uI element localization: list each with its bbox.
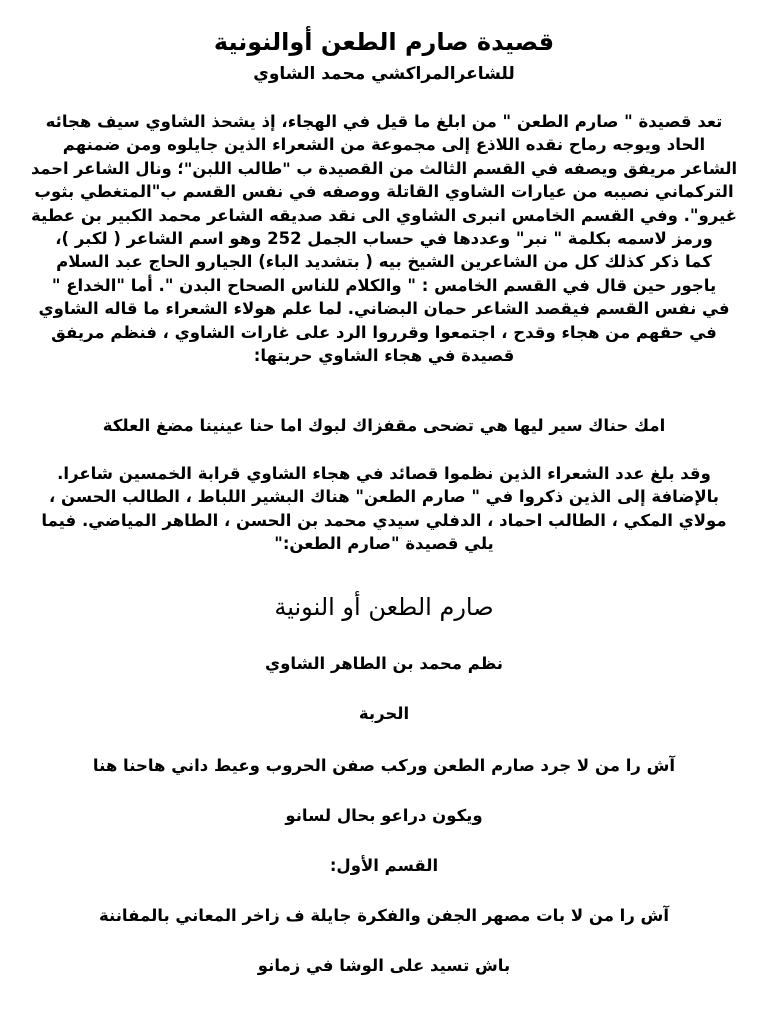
refrain-label: الحربة [358, 704, 410, 723]
intro-line: ورمز لاسمه بكلمة " نبر" وعددها في حساب الجمل 252 وهو اسم الشاعر ( لكبر )، [55, 228, 713, 248]
second-para-line: بالإضافة إلى الذين ذكروا في " صارم الطعن" هناك البشير اللباط ، الطالب الحسن ، [49, 487, 719, 507]
section-line: باش تسيد على الوشا في زمانو [257, 956, 511, 975]
document-byline: للشاعرالمراكشي محمد الشاوي [253, 64, 515, 84]
refrain-line: ويكون دراعو بحال لسانو [285, 806, 483, 825]
poem-title: صارم الطعن أو النونية [274, 593, 494, 621]
refrain-line: آش را من لا جرد صارم الطعن وركب صفن الحروب وعيط داني هاحنا هنا [92, 756, 676, 775]
poem-author: نظم محمد بن الطاهر الشاوي [265, 654, 503, 673]
intro-paragraph [30, 110, 738, 367]
section-line: آش را من لا بات مصهر الجفن والفكرة جايلة ف زاخر المعاني بالمفاننة [99, 906, 669, 925]
intro-line: الحاد ويوجه رماح نقده اللاذع إلى مجموعة من الشعراء الذين جايلوه ومن ضمنهم [62, 135, 706, 155]
intro-line: في حقهم من هجاء وقدح ، اجتمعوا وقرروا الرد على غارات الشاوي ، فنظم مريفق [51, 322, 717, 342]
intro-line: التركماني نصيبه من عيارات الشاوي القاتلة ووصفه في نفس القسم ب"المتغطي بثوب [34, 182, 734, 202]
intro-line: تعد قصيدة " صارم الطعن " من ابلغ ما قيل في الهجاء، إذ يشحذ الشاوي سيف هجائه [45, 112, 723, 131]
second-paragraph [30, 462, 738, 556]
second-para-line: وقد بلغ عدد الشعراء الذين نظموا قصائد في هجاء الشاوي قرابة الخمسين شاعرا. [57, 464, 711, 483]
intro-line: في نفس القسم فيقصد الشاعر حمان البضاني. لما علم هولاء الشعراء ما قاله الشاوي [38, 299, 730, 319]
section-label: القسم الأول: [329, 856, 439, 875]
document-title: قصيدة صارم الطعن أوالنونية [213, 28, 555, 56]
second-para-line: مولاي المكي ، الطالب احماد ، الدفلي سيدي محمد بن الحسن ، الطاهر المياضي. فيما [41, 510, 727, 530]
second-para-line: يلي قصيدة "صارم الطعن:" [274, 534, 494, 554]
intro-line: غيرو". وفي القسم الخامس انبرى الشاوي الى نقد صديقه الشاعر محمد الكبير بن عطية [30, 205, 738, 225]
response-verse: امك حناك سير ليها هي تضحى مقفزاك لبوك اما حنا عينينا مضغ العلكة [102, 416, 666, 435]
intro-line: كما ذكر كذلك كل من الشاعرين الشيخ بيه ( بتشديد الباء) الجيارو الحاج عبد السلام [56, 252, 712, 272]
intro-line: ياجور حين قال في القسم الخامس : " والكلام للناس الصحاح البدن ". أما "الخداع " [51, 275, 717, 295]
intro-line: الشاعر مريفق ويصفه في القسم الثالث من القصيدة ب "طالب اللبن"؛ ونال الشاعر احمد [30, 158, 738, 178]
intro-line: قصيدة في هجاء الشاوي حربتها: [253, 345, 515, 365]
